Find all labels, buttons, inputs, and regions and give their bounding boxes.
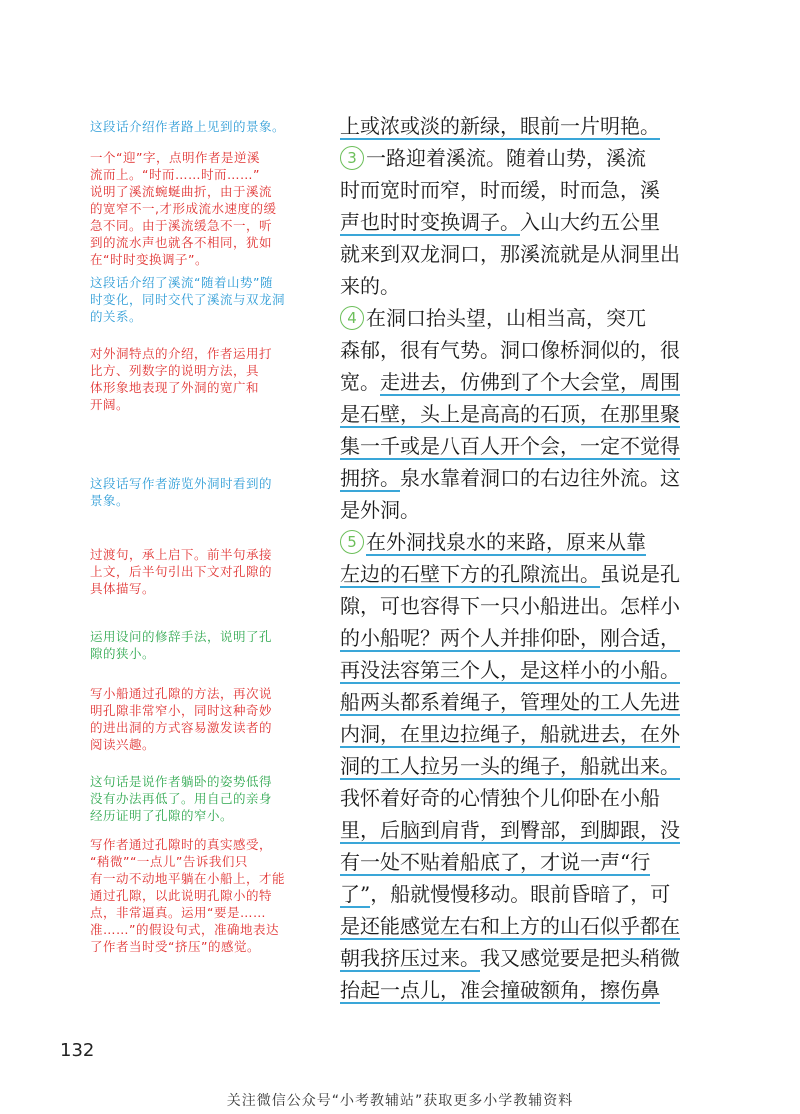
underlined-text: 走进去，仿佛到了个大会堂，周围 bbox=[380, 370, 680, 394]
text-line bbox=[340, 270, 700, 302]
underlined-text: 船两头都系着绳子，管理处的工人先进 bbox=[340, 690, 680, 714]
underlined-text: 在外洞找泉水的来路，原来从靠 bbox=[366, 530, 646, 554]
text-segment: 宽。 bbox=[340, 370, 380, 394]
underlined-text: 再没法容第三个人，是这样小的小船。 bbox=[340, 658, 680, 682]
note-2: 一个“迎”字，点明作者是逆溪 流而上。“时而……时而……” 说明了溪流蜿蜒曲折，由于溪流 的宽窄不一,才形成流水速度的缓 急不同。由于溪流缓急不一，听 到的流水声也就各不相同，犹如 在“时时变换调子”。 bbox=[90, 150, 277, 267]
text-line bbox=[340, 430, 700, 462]
text-line bbox=[340, 878, 700, 910]
text-segment: 我又感觉要是把头稍微 bbox=[480, 946, 680, 970]
footer-note: 关注微信公众号“小考教辅站”获取更多小学教辅资料 bbox=[226, 1093, 574, 1109]
text-line bbox=[340, 558, 700, 590]
underlined-text: 声也时时变换调子。 bbox=[340, 210, 520, 234]
text-segment: ，船就慢慢移动。眼前昏暗了，可 bbox=[370, 882, 671, 906]
underlined-text: 是还能感觉左右和上方的山石似乎都在 bbox=[340, 914, 680, 938]
paragraph-number-icon: 4 bbox=[340, 306, 364, 330]
text-line bbox=[340, 590, 700, 622]
underlined-text: 是石壁，头上是高高的石顶，在那里聚 bbox=[340, 402, 680, 426]
text-line bbox=[340, 910, 700, 942]
text-segment: 泉水靠着洞口的右边往外流。这 bbox=[400, 466, 680, 490]
text-line bbox=[340, 718, 700, 750]
text-line bbox=[340, 398, 700, 430]
underlined-text: 了” bbox=[340, 882, 371, 906]
text-segment: 入山大约五公里 bbox=[520, 210, 660, 234]
text-line bbox=[340, 334, 700, 366]
text-line bbox=[340, 302, 700, 334]
underlined-text: 里，后脑到肩背，到臀部，到脚跟，没 bbox=[340, 818, 680, 842]
text-segment: 一路迎着溪流。随着山势，溪流 bbox=[366, 146, 646, 170]
text-segment: 时而宽时而窄，时而缓，时而急，溪 bbox=[340, 178, 660, 202]
text-line bbox=[340, 942, 700, 974]
text-segment: 隙，可也容得下一只小船进出。怎样小 bbox=[340, 594, 680, 618]
note-9: 这句话是说作者躺卧的姿势低得 没有办法再低了。用自己的亲身 经历证明了孔隙的窄小。 bbox=[90, 774, 273, 823]
note-1: 这段话介绍作者路上见到的景象。 bbox=[90, 119, 286, 134]
underlined-text: 洞的工人拉另一头的绳子，船就出来。 bbox=[340, 754, 680, 778]
main-text bbox=[340, 110, 700, 1006]
text-segment: 虽说是孔 bbox=[600, 562, 680, 586]
text-line bbox=[340, 238, 700, 270]
page-number: 132 bbox=[60, 1040, 95, 1061]
underlined-text: 左边的石壁下方的孔隙流出。 bbox=[340, 562, 600, 586]
text-segment: 森郁，很有气势。洞口像桥洞似的，很 bbox=[340, 338, 680, 362]
text-segment: 是外洞。 bbox=[340, 498, 420, 522]
text-line bbox=[340, 814, 700, 846]
text-line bbox=[340, 142, 700, 174]
text-line bbox=[340, 654, 700, 686]
paragraph-number-icon: 3 bbox=[340, 146, 364, 170]
text-segment: 来的。 bbox=[340, 274, 400, 298]
text-line bbox=[340, 494, 700, 526]
note-5: 这段话写作者游览外洞时看到的 景象。 bbox=[90, 476, 273, 508]
text-line bbox=[340, 622, 700, 654]
text-segment: 在洞口抬头望，山相当高，突兀 bbox=[366, 306, 646, 330]
text-line bbox=[340, 206, 700, 238]
underlined-text: 有一处不贴着船底了，才说一声“行 bbox=[340, 850, 651, 874]
text-line bbox=[340, 974, 700, 1006]
text-line bbox=[340, 782, 700, 814]
note-8: 写小船通过孔隙的方法，再次说 明孔隙非常窄小，同时这种奇妙 的进出洞的方式容易激发读者的 阅读兴趣。 bbox=[90, 686, 273, 752]
underlined-text: 朝我挤压过来。 bbox=[340, 946, 480, 970]
text-segment: 就来到双龙洞口，那溪流就是从洞里出 bbox=[340, 242, 680, 266]
note-3: 这段话介绍了溪流“随着山势”随 时变化，同时交代了溪流与双龙洞 的关系。 bbox=[90, 275, 286, 324]
note-4: 对外洞特点的介绍，作者运用打 比方、列数字的说明方法，具 体形象地表现了外洞的宽广和 开阔。 bbox=[90, 346, 273, 412]
text-line bbox=[340, 174, 700, 206]
text-segment: 我怀着好奇的心情独个儿仰卧在小船 bbox=[340, 786, 660, 810]
text-line bbox=[340, 526, 700, 558]
underlined-text: 上或浓或淡的新绿，眼前一片明艳。 bbox=[340, 114, 660, 138]
underlined-text: 抬起一点儿，准会撞破额角，擦伤鼻 bbox=[340, 978, 660, 1002]
note-7: 运用设问的修辞手法，说明了孔 隙的狭小。 bbox=[90, 629, 273, 661]
note-6: 过渡句，承上启下。前半句承接 上文，后半句引出下文对孔隙的 具体描写。 bbox=[90, 547, 273, 596]
text-line bbox=[340, 750, 700, 782]
text-line bbox=[340, 110, 700, 142]
text-line bbox=[340, 686, 700, 718]
underlined-text: 拥挤。 bbox=[340, 466, 400, 490]
underlined-text: 内洞，在里边拉绳子，船就进去，在外 bbox=[340, 722, 680, 746]
underlined-text: 的小船呢？两个人并排仰卧，刚合适， bbox=[340, 626, 680, 650]
text-line bbox=[340, 366, 700, 398]
paragraph-number-icon: 5 bbox=[340, 530, 364, 554]
note-10: 写作者通过孔隙时的真实感受， “稍微”“一点儿”告诉我们只 有一动不动地平躺在小船上，才能 通过孔隙，以此说明孔隙小的特 点，非常逼真。运用“要是…… 准……”的假设句式，准确地表达 了作者当时受“挤压”的感觉。 bbox=[90, 837, 286, 954]
text-line bbox=[340, 462, 700, 494]
text-line bbox=[340, 846, 700, 878]
underlined-text: 集一千或是八百人开个会，一定不觉得 bbox=[340, 434, 680, 458]
